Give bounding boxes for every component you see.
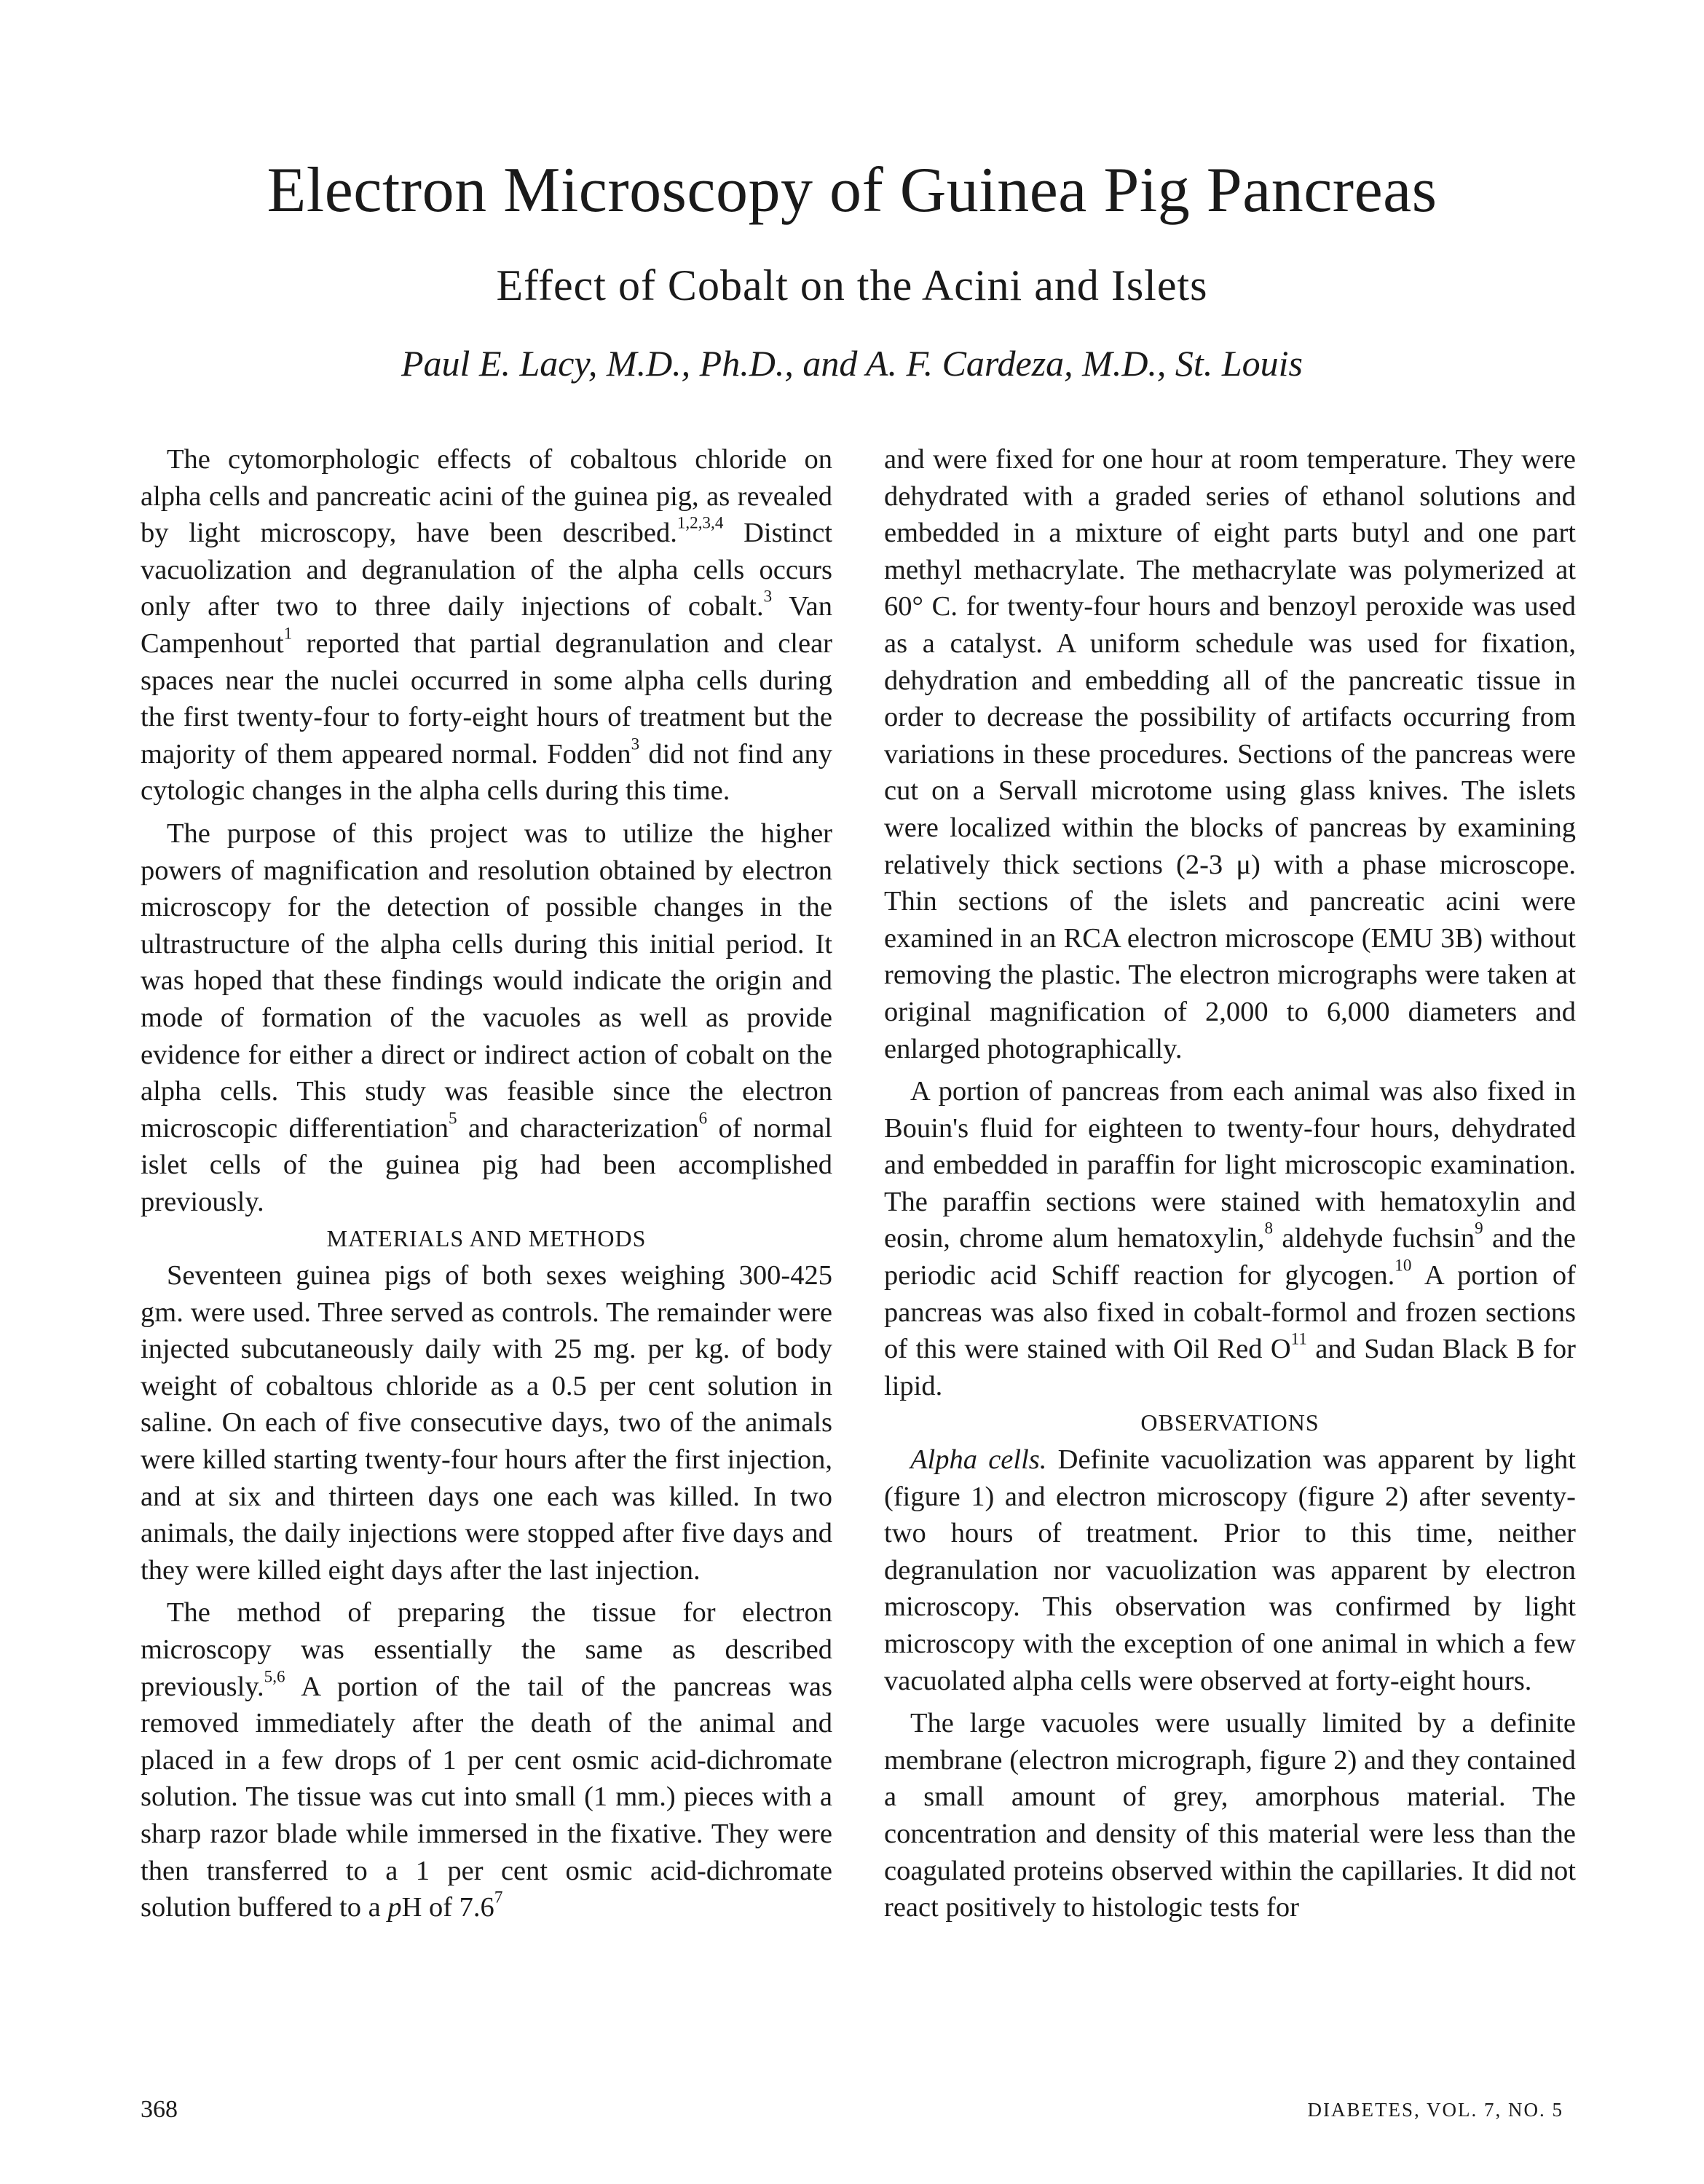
citation: 3 bbox=[763, 586, 773, 606]
observations-paragraph-2: The large vacuoles were usually limited by a definite membrane (electron micrograph, figure 2) and they contained a small amount of grey, amorphous material. The concentration and density of this material were less than the coagulated proteins observed within the capillaries. It did not react positively to histologic tests for bbox=[884, 1708, 1576, 1923]
article-subtitle: Effect of Cobalt on the Acini and Islets bbox=[496, 261, 1208, 309]
intro-paragraph-1: The cytomorphologic effects of cobaltous chloride on alpha cells and pancreatic acini of the guinea pig, as revealed by light microscopy, have been described.$^{1,2,3,4}$ Distinct vacuolization and degranulation of the alpha cells occurs only after two to three daily injections of cobalt.$^3$ Van Campenhout$^1$ reported that partial degranulation and clear spaces near the nuclei occurred in some alpha cells during the first twenty-four to forty-eight hours of treatment but the majority of them appeared normal. Fodden$^3$ did not find any cytologic changes in the alpha cells during this time. bbox=[141, 444, 832, 807]
citation: 10 bbox=[1395, 1255, 1412, 1275]
right-column bbox=[884, 441, 1576, 1926]
citation: 9 bbox=[1475, 1219, 1483, 1238]
left-column bbox=[141, 441, 832, 1926]
section-heading-methods: MATERIALS AND METHODS bbox=[326, 1225, 647, 1252]
methods-paragraph-4: A portion of pancreas from each animal was also fixed in Bouin's fluid for eighteen to twenty-four hours, dehydrated and embedded in paraffin for light microscopic examination. The paraffin sections were stained with hematoxylin and eosin, chrome alum hematoxylin,$^8$ aldehyde fuchsin$^9$ and the periodic acid Schiff reaction for glycogen.$^{10}$ A portion of pancreas was also fixed in cobalt-formol and frozen sections of this were stained with Oil Red $O^{11}$ and Sudan Black B for lipid. bbox=[884, 1076, 1576, 1401]
citation: 5,6 bbox=[264, 1666, 285, 1686]
citation: 7 bbox=[494, 1887, 503, 1907]
article-authors: Paul E. Lacy, M.D., Ph.D., and A. F. Cardeza, M.D., St. Louis bbox=[401, 343, 1303, 384]
citation: 1 bbox=[283, 623, 293, 643]
article-title: Electron Microscopy of Guinea Pig Pancreas bbox=[267, 155, 1437, 226]
methods-paragraph-2: The method of preparing the tissue for electron microscopy was essentially the same as described previously.$^{5,6}$ A portion of the tail of the pancreas was removed immediately after the death of the animal and placed in a few drops of 1 per cent osmic acid-dichromate solution. The tissue was cut into small (1 mm.) pieces with a sharp razor blade while immersed in the fixative. They were then transferred to a 1 per cent osmic acid-dichromate solution buffered to a pH of $7.6^7$ bbox=[141, 1597, 832, 1923]
methods-paragraph-3: and were fixed for one hour at room temperature. They were dehydrated with a graded series of ethanol solutions and embedded in a mixture of eight parts butyl and one part methyl methacrylate. The methacrylate was polymerized at 60° C. for twenty-four hours and benzoyl peroxide was used as a catalyst. A uniform schedule was used for fixation, dehydration and embedding all of the pancreatic tissue in order to decrease the possibility of artifacts occurring from variations in these procedures. Sections of the pancreas were cut on a Servall microtome using glass knives. The islets were localized within the blocks of pancreas by examining relatively thick sections (2-3 μ) with a phase microscope. Thin sections of the islets and pancreatic acini were examined in an RCA electron microscope (EMU 3B) without removing the plastic. The electron micrographs were taken at original magnification of 2,000 to 6,000 diameters and enlarged photographically. bbox=[884, 444, 1576, 1064]
observations-paragraph-1: Alpha cells. Definite vacuolization was apparent by light (figure 1) and electron microscopy (figure 2) after seventy-two hours of treatment. Prior to this time, neither degranulation nor vacuolization was apparent by electron microscopy. This observation was confirmed by light microscopy with the exception of one animal in which a few vacuolated alpha cells were observed at forty-eight hours. bbox=[884, 1444, 1576, 1696]
citation: 11 bbox=[1290, 1329, 1307, 1348]
subsection-label: Alpha cells. bbox=[910, 1444, 1047, 1476]
methods-paragraph-1: Seventeen guinea pigs of both sexes weighing 300-425 gm. were used. Three served as controls. The remainder were injected subcutaneously daily with 25 mg. per kg. of body weight of cobaltous chloride as a 0.5 per cent solution in saline. On each of five consecutive days, two of the animals were killed starting twenty-four hours after the first injection, and at six and thirteen days one each was killed. In two animals, the daily injections were stopped after five days and they were killed eight days after the last injection. bbox=[141, 1260, 832, 1586]
citation: 5 bbox=[449, 1108, 457, 1128]
citation: 6 bbox=[698, 1108, 708, 1128]
citation: 8 bbox=[1264, 1219, 1274, 1238]
section-heading-observations: OBSERVATIONS bbox=[1140, 1409, 1320, 1436]
running-footer: DIABETES, VOL. 7, NO. 5 bbox=[1307, 2099, 1563, 2121]
citation: 3 bbox=[631, 734, 640, 753]
page-number: 368 bbox=[141, 2096, 178, 2123]
citation: 1,2,3,4 bbox=[677, 513, 724, 532]
intro-paragraph-2: The purpose of this project was to utilize the higher powers of magnification and resolution obtained by electron microscopy for the detection of possible changes in the ultrastructure of the alpha cells during this initial period. It was hoped that these findings would indicate the origin and mode of formation of the vacuoles as well as provide evidence for either a direct or indirect action of cobalt on the alpha cells. This study was feasible since the electron microscopic differentiation$^5$ and characterization$^6$ of normal islet cells of the guinea pig had been accomplished previously. bbox=[141, 818, 832, 1217]
